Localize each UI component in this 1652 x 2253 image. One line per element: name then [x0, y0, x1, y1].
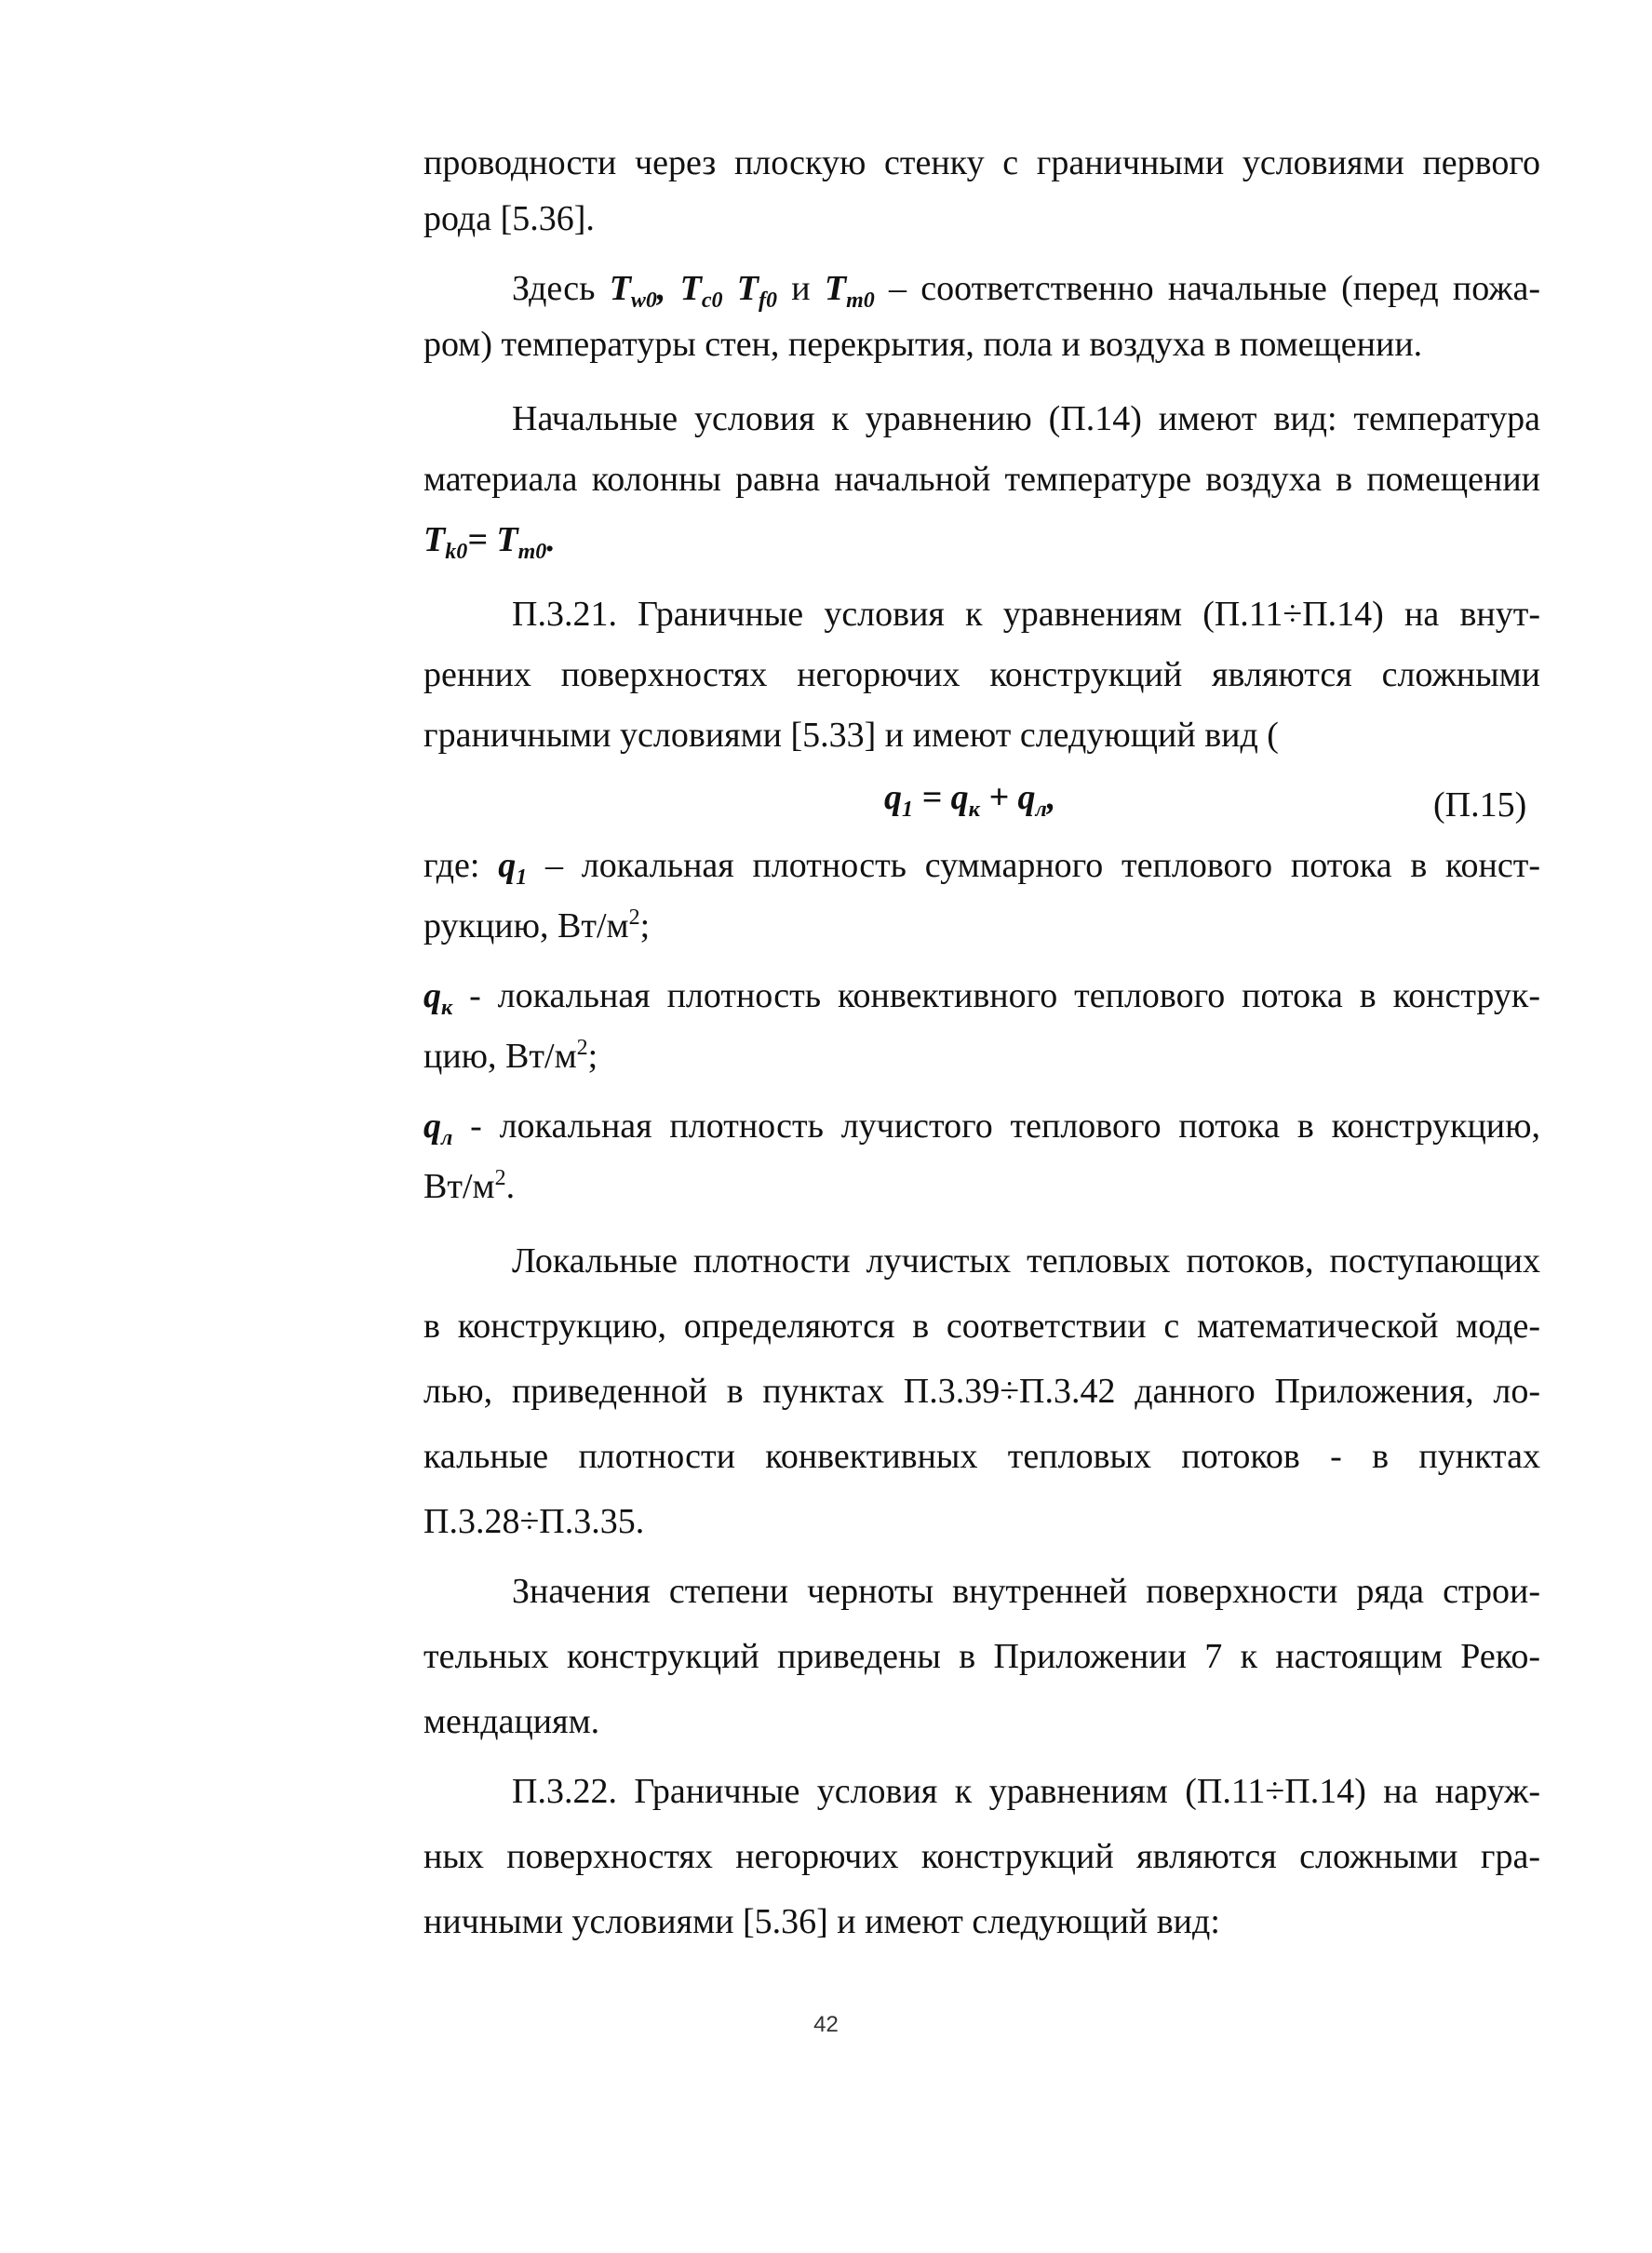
text-line: $q_к$ - локальная плотность конвективного теплового потока в конструк-	[423, 976, 1540, 1020]
text-line: рукцию, $Вт/м^2$;	[423, 905, 651, 945]
equation-number: (П.15)	[1433, 785, 1527, 825]
text-line: ничными условиями [5.36] и имеют следующий вид:	[423, 1902, 1220, 1941]
text-line: П.3.28÷П.3.35.	[423, 1502, 645, 1541]
equation: $q_1 = q_к + q_л$,	[884, 778, 1056, 822]
text-line: в конструкцию, определяются в соответствии с математической моде-	[423, 1307, 1540, 1346]
text-line: П.3.21. Граничные условия к уравнениям (П.11÷П.14) на внут-	[512, 595, 1540, 634]
text-line: Локальные плотности лучистых тепловых потоков, поступающих	[512, 1241, 1540, 1281]
text-line: Значения степени черноты внутренней поверхности ряда строи-	[512, 1572, 1540, 1611]
text-line: лью, приведенной в пунктах П.3.39÷П.3.42 данного Приложения, ло-	[423, 1372, 1540, 1411]
text-line: Здесь $T_{w0}$, $T_{c0}$ $T_{f0}$ и $T_{m0}$ – соответственно начальные (перед пожа-	[512, 269, 1541, 313]
text-line: Начальные условия к уравнению (П.14) имеют вид: температура	[512, 399, 1540, 438]
page-number: 42	[813, 2012, 839, 2037]
text-line: ром) температуры стен, перекрытия, пола и воздуха в помещении.	[423, 325, 1423, 364]
text-line: $Вт/м^2$.	[423, 1166, 516, 1206]
text-line: материала колонны равна начальной температуре воздуха в помещении	[423, 460, 1540, 499]
text-line: мендациям.	[423, 1702, 600, 1741]
text-line: рода [5.36].	[423, 199, 595, 238]
text-line: П.3.22. Граничные условия к уравнениям (П.11÷П.14) на наруж-	[512, 1772, 1540, 1811]
formula-inline: $T_{k0}= T_{m0}$.	[423, 520, 556, 564]
text-line: тельных конструкций приведены в Приложении 7 к настоящим Реко-	[423, 1637, 1540, 1676]
text-line: ренних поверхностях негорючих конструкций являются сложными	[423, 655, 1540, 694]
text-line: цию, $Вт/м^2$;	[423, 1036, 598, 1076]
text-line: где: $q_1$ – локальная плотность суммарного теплового потока в конст-	[423, 846, 1541, 890]
text-line: граничными условиями [5.33] и имеют следующий вид (	[423, 716, 1279, 755]
text-line: $q_л$ - локальная плотность лучистого теплового потока в конструкцию,	[423, 1106, 1541, 1150]
text-line: проводности через плоскую стенку с граничными условиями первого	[423, 143, 1540, 182]
text-line: ных поверхностях негорючих конструкций являются сложными гра-	[423, 1837, 1540, 1876]
text-line: кальные плотности конвективных тепловых потоков - в пунктах	[423, 1437, 1540, 1476]
